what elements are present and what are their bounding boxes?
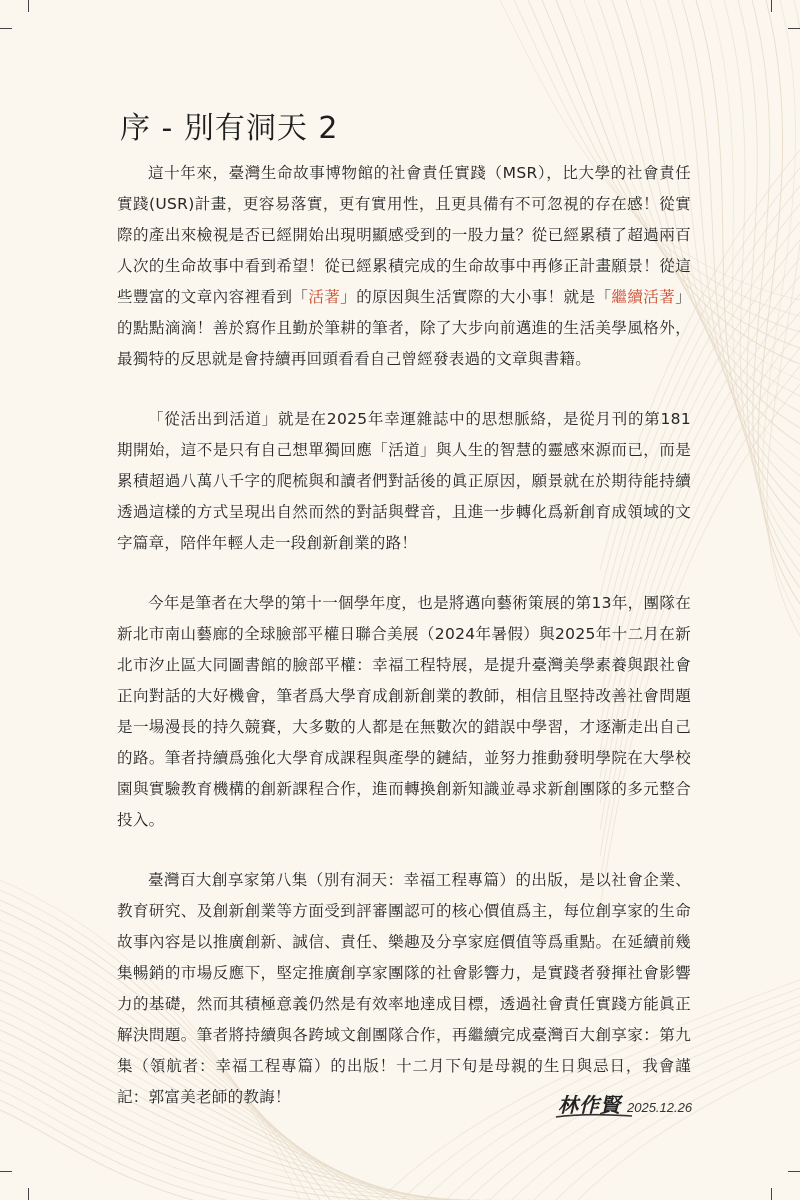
- signature-date: 2025.12.26: [627, 1100, 693, 1115]
- crop-mark-top-left-h: [0, 28, 12, 29]
- signature-underline: [554, 1111, 634, 1121]
- crop-mark-top-left-v: [28, 0, 29, 12]
- text-segment: 這十年來，臺灣生命故事博物館的社會責任實踐（MSR），比大學的社會責任實踐(USR)計畫，更容易落實，更有實用性，且更具備有不可忽視的存在感！從實際的產出來檢視是否已經開始出現明顯感受到的一股力量？從已經累積了超過兩百人次的生命故事中看到希望！從已經累積完成的生命故事中再修正計畫願景！從這些豐富的文章內容裡看到「: [117, 164, 691, 306]
- crop-mark-top-right-v: [771, 0, 772, 12]
- crop-mark-top-right-h: [788, 28, 800, 29]
- highlight-text: 繼續活著: [611, 288, 676, 306]
- crop-mark-bottom-right-v: [771, 1188, 772, 1200]
- body-text: [117, 158, 691, 1142]
- crop-mark-bottom-left-h: [0, 1171, 12, 1172]
- author-signature: 林作賢: [558, 1093, 621, 1117]
- crop-mark-bottom-left-v: [28, 1188, 29, 1200]
- text-segment: 」的點點滴滴！善於寫作且勤於筆耕的筆者，除了大步向前邁進的生活美學風格外，最獨特的反思就是會持續再回頭看看自己曾經發表過的文章與書籍。: [117, 288, 691, 368]
- text-segment: 」的原因與生活實際的大小事！就是「: [340, 288, 612, 306]
- page-title: 序 - 別有洞天 2: [120, 111, 339, 146]
- paragraph-4: [117, 865, 691, 1113]
- highlight-text: 活著: [308, 288, 341, 306]
- crop-mark-bottom-right-h: [788, 1171, 800, 1172]
- decor-line: [738, 0, 800, 572]
- paragraph-2: [117, 404, 691, 559]
- signature: [558, 1089, 692, 1118]
- paragraph-1: [117, 158, 691, 375]
- text-segment: 「從活出到活道」就是在2025年幸運雜誌中的思想脈絡，是從月刊的第181期開始，這不是只有自己想單獨回應「活道」與人生的智慧的靈感來源而已，而是累積超過八萬八千字的爬梳與和讀者們對話後的眞正原因，願景就在於期待能持續透過這樣的方式呈現出自然而然的對話與聲音，且進一步轉化爲新創育成領域的文字篇章，陪伴年輕人走一段創新創業的路！: [117, 410, 691, 552]
- text-segment: 今年是筆者在大學的第十一個學年度，也是將邁向藝術策展的第13年，團隊在新北市南山藝廊的全球臉部平權日聯合美展（2024年暑假）與2025年十二月在新北市汐止區大同圖書館的臉部平權：幸福工程特展，是提升臺灣美學素養與跟社會正向對話的大好機會，筆者爲大學育成創新創業的教師，相信且堅持改善社會問題是一場漫長的持久競賽，大多數的人都是在無數次的錯誤中學習，才逐漸走出自己的路。筆者持續爲強化大學育成課程與產學的鏈結，並努力推動發明學院在大學校園與實驗教育機構的創新課程合作，進而轉換創新知識並尋求新創團隊的多元整合投入。: [117, 594, 691, 829]
- paragraph-3: [117, 588, 691, 836]
- text-segment: 臺灣百大創享家第八集（別有洞天：幸福工程專篇）的出版，是以社會企業、教育研究、及創新創業等方面受到評審團認可的核心價值爲主，每位創享家的生命故事內容是以推廣創新、誠信、責任、樂趣及分享家庭價值等爲重點。在延續前幾集暢銷的市場反應下，堅定推廣創享家團隊的社會影響力，是實踐者發揮社會影響力的基礎，然而其積極意義仍然是有效率地達成目標，透過社會責任實踐方能眞正解決問題。筆者將持續與各跨域文創團隊合作，再繼續完成臺灣百大創享家：第九集（領航者：幸福工程專篇）的出版！十二月下旬是母親的生日與忌日，我會謹記：郭富美老師的教誨！: [117, 871, 691, 1106]
